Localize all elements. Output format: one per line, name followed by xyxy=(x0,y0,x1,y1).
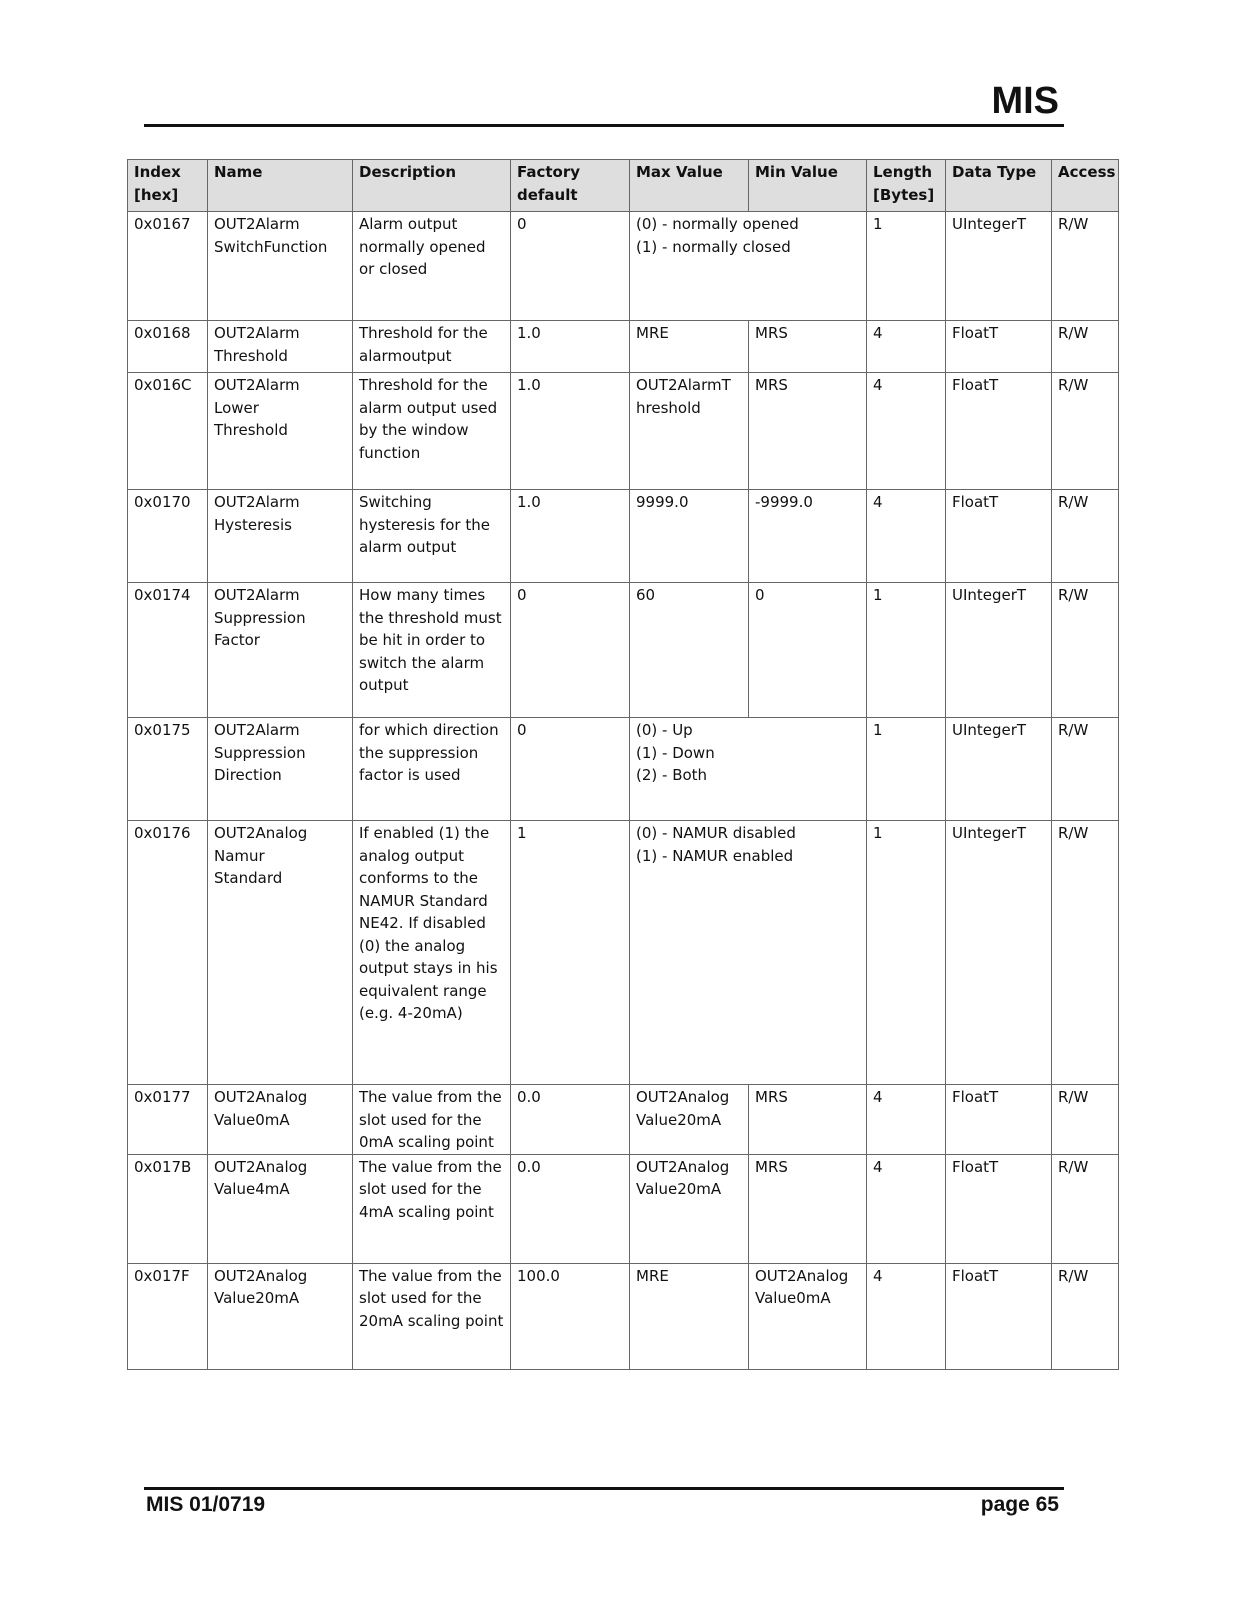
cell-access: R/W xyxy=(1052,321,1119,373)
column-header-max-value: Max Value xyxy=(630,160,749,212)
cell-description: Alarm output normally opened or closed xyxy=(353,212,511,321)
cell-min-value: MRS xyxy=(749,1154,867,1263)
cell-access: R/W xyxy=(1052,821,1119,1085)
column-header-length: Length [Bytes] xyxy=(867,160,946,212)
cell-factory-default: 1.0 xyxy=(511,321,630,373)
cell-name: OUT2Alarm Threshold xyxy=(208,321,353,373)
cell-length: 4 xyxy=(867,1085,946,1155)
table-row xyxy=(128,718,1119,821)
cell-data-type: UIntegerT xyxy=(946,212,1052,321)
table-row xyxy=(128,821,1119,1085)
table-row xyxy=(128,373,1119,490)
table-header-row xyxy=(128,160,1119,212)
cell-access: R/W xyxy=(1052,1154,1119,1263)
cell-index: 0x0176 xyxy=(128,821,208,1085)
cell-min-value: 0 xyxy=(749,583,867,718)
cell-name: OUT2Alarm SwitchFunction xyxy=(208,212,353,321)
cell-access: R/W xyxy=(1052,212,1119,321)
cell-access: R/W xyxy=(1052,490,1119,583)
cell-name: OUT2Analog Value0mA xyxy=(208,1085,353,1155)
cell-description: Threshold for the alarmoutput xyxy=(353,321,511,373)
cell-length: 4 xyxy=(867,373,946,490)
cell-index: 0x0177 xyxy=(128,1085,208,1155)
cell-index: 0x016C xyxy=(128,373,208,490)
footer-document-id: MIS 01/0719 xyxy=(146,1493,266,1516)
cell-max-value: MRE xyxy=(630,321,749,373)
cell-max-value: 60 xyxy=(630,583,749,718)
cell-min-value: -9999.0 xyxy=(749,490,867,583)
cell-data-type: FloatT xyxy=(946,1085,1052,1155)
cell-description: The value from the slot used for the 20mA scaling point xyxy=(353,1263,511,1369)
cell-max-value: OUT2AlarmT hreshold xyxy=(630,373,749,490)
table-row xyxy=(128,212,1119,321)
cell-data-type: FloatT xyxy=(946,321,1052,373)
cell-min-value: MRS xyxy=(749,373,867,490)
cell-data-type: UIntegerT xyxy=(946,583,1052,718)
cell-description: for which direction the suppression factor is used xyxy=(353,718,511,821)
column-header-data-type: Data Type xyxy=(946,160,1052,212)
cell-description: Threshold for the alarm output used by the window function xyxy=(353,373,511,490)
cell-factory-default: 0 xyxy=(511,212,630,321)
parameter-table xyxy=(127,159,1119,1370)
cell-index: 0x017B xyxy=(128,1154,208,1263)
cell-name: OUT2Analog Namur Standard xyxy=(208,821,353,1085)
cell-index: 0x0174 xyxy=(128,583,208,718)
cell-description: Switching hysteresis for the alarm output xyxy=(353,490,511,583)
cell-description: How many times the threshold must be hit in order to switch the alarm output xyxy=(353,583,511,718)
cell-min-value: MRS xyxy=(749,1085,867,1155)
cell-factory-default: 1 xyxy=(511,821,630,1085)
column-header-min-value: Min Value xyxy=(749,160,867,212)
table-row xyxy=(128,490,1119,583)
cell-length: 1 xyxy=(867,718,946,821)
table-row xyxy=(128,583,1119,718)
footer-page-number: page 65 xyxy=(980,1493,1059,1516)
column-header-factory-default: Factory default xyxy=(511,160,630,212)
table-row xyxy=(128,321,1119,373)
cell-index: 0x0175 xyxy=(128,718,208,821)
cell-factory-default: 1.0 xyxy=(511,490,630,583)
cell-data-type: UIntegerT xyxy=(946,821,1052,1085)
cell-data-type: FloatT xyxy=(946,1263,1052,1369)
cell-index: 0x0170 xyxy=(128,490,208,583)
cell-description: If enabled (1) the analog output conforms to the NAMUR Standard NE42. If disabled (0) the analog output stays in his equivalent range (e.g. 4-20mA) xyxy=(353,821,511,1085)
cell-max-value: OUT2Analog Value20mA xyxy=(630,1154,749,1263)
cell-length: 1 xyxy=(867,212,946,321)
document-header-title: MIS xyxy=(991,80,1059,122)
cell-length: 4 xyxy=(867,1154,946,1263)
table-row xyxy=(128,1154,1119,1263)
cell-value-range: (0) - NAMUR disabled (1) - NAMUR enabled xyxy=(630,821,867,1085)
cell-access: R/W xyxy=(1052,373,1119,490)
header-rule xyxy=(144,124,1064,127)
cell-description: The value from the slot used for the 4mA scaling point xyxy=(353,1154,511,1263)
footer-rule xyxy=(144,1487,1064,1490)
cell-value-range: (0) - normally opened (1) - normally closed xyxy=(630,212,867,321)
cell-factory-default: 1.0 xyxy=(511,373,630,490)
cell-factory-default: 100.0 xyxy=(511,1263,630,1369)
table-row xyxy=(128,1085,1119,1155)
cell-description: The value from the slot used for the 0mA scaling point xyxy=(353,1085,511,1155)
cell-access: R/W xyxy=(1052,1085,1119,1155)
table-row xyxy=(128,1263,1119,1369)
column-header-access: Access xyxy=(1052,160,1119,212)
cell-max-value: MRE xyxy=(630,1263,749,1369)
cell-data-type: FloatT xyxy=(946,1154,1052,1263)
cell-length: 1 xyxy=(867,583,946,718)
cell-index: 0x0167 xyxy=(128,212,208,321)
cell-data-type: FloatT xyxy=(946,373,1052,490)
cell-factory-default: 0 xyxy=(511,583,630,718)
cell-length: 4 xyxy=(867,321,946,373)
cell-name: OUT2Alarm Suppression Factor xyxy=(208,583,353,718)
cell-factory-default: 0 xyxy=(511,718,630,821)
cell-max-value: 9999.0 xyxy=(630,490,749,583)
cell-name: OUT2Analog Value20mA xyxy=(208,1263,353,1369)
cell-max-value: OUT2Analog Value20mA xyxy=(630,1085,749,1155)
cell-name: OUT2Alarm Suppression Direction xyxy=(208,718,353,821)
cell-min-value: OUT2Analog Value0mA xyxy=(749,1263,867,1369)
cell-data-type: FloatT xyxy=(946,490,1052,583)
cell-access: R/W xyxy=(1052,583,1119,718)
cell-index: 0x0168 xyxy=(128,321,208,373)
cell-access: R/W xyxy=(1052,1263,1119,1369)
column-header-description: Description xyxy=(353,160,511,212)
column-header-name: Name xyxy=(208,160,353,212)
cell-index: 0x017F xyxy=(128,1263,208,1369)
cell-data-type: UIntegerT xyxy=(946,718,1052,821)
cell-length: 4 xyxy=(867,490,946,583)
cell-min-value: MRS xyxy=(749,321,867,373)
cell-factory-default: 0.0 xyxy=(511,1154,630,1263)
cell-factory-default: 0.0 xyxy=(511,1085,630,1155)
cell-name: OUT2Alarm Hysteresis xyxy=(208,490,353,583)
cell-name: OUT2Alarm Lower Threshold xyxy=(208,373,353,490)
cell-length: 1 xyxy=(867,821,946,1085)
cell-name: OUT2Analog Value4mA xyxy=(208,1154,353,1263)
column-header-index: Index [hex] xyxy=(128,160,208,212)
cell-access: R/W xyxy=(1052,718,1119,821)
cell-length: 4 xyxy=(867,1263,946,1369)
cell-value-range: (0) - Up (1) - Down (2) - Both xyxy=(630,718,867,821)
